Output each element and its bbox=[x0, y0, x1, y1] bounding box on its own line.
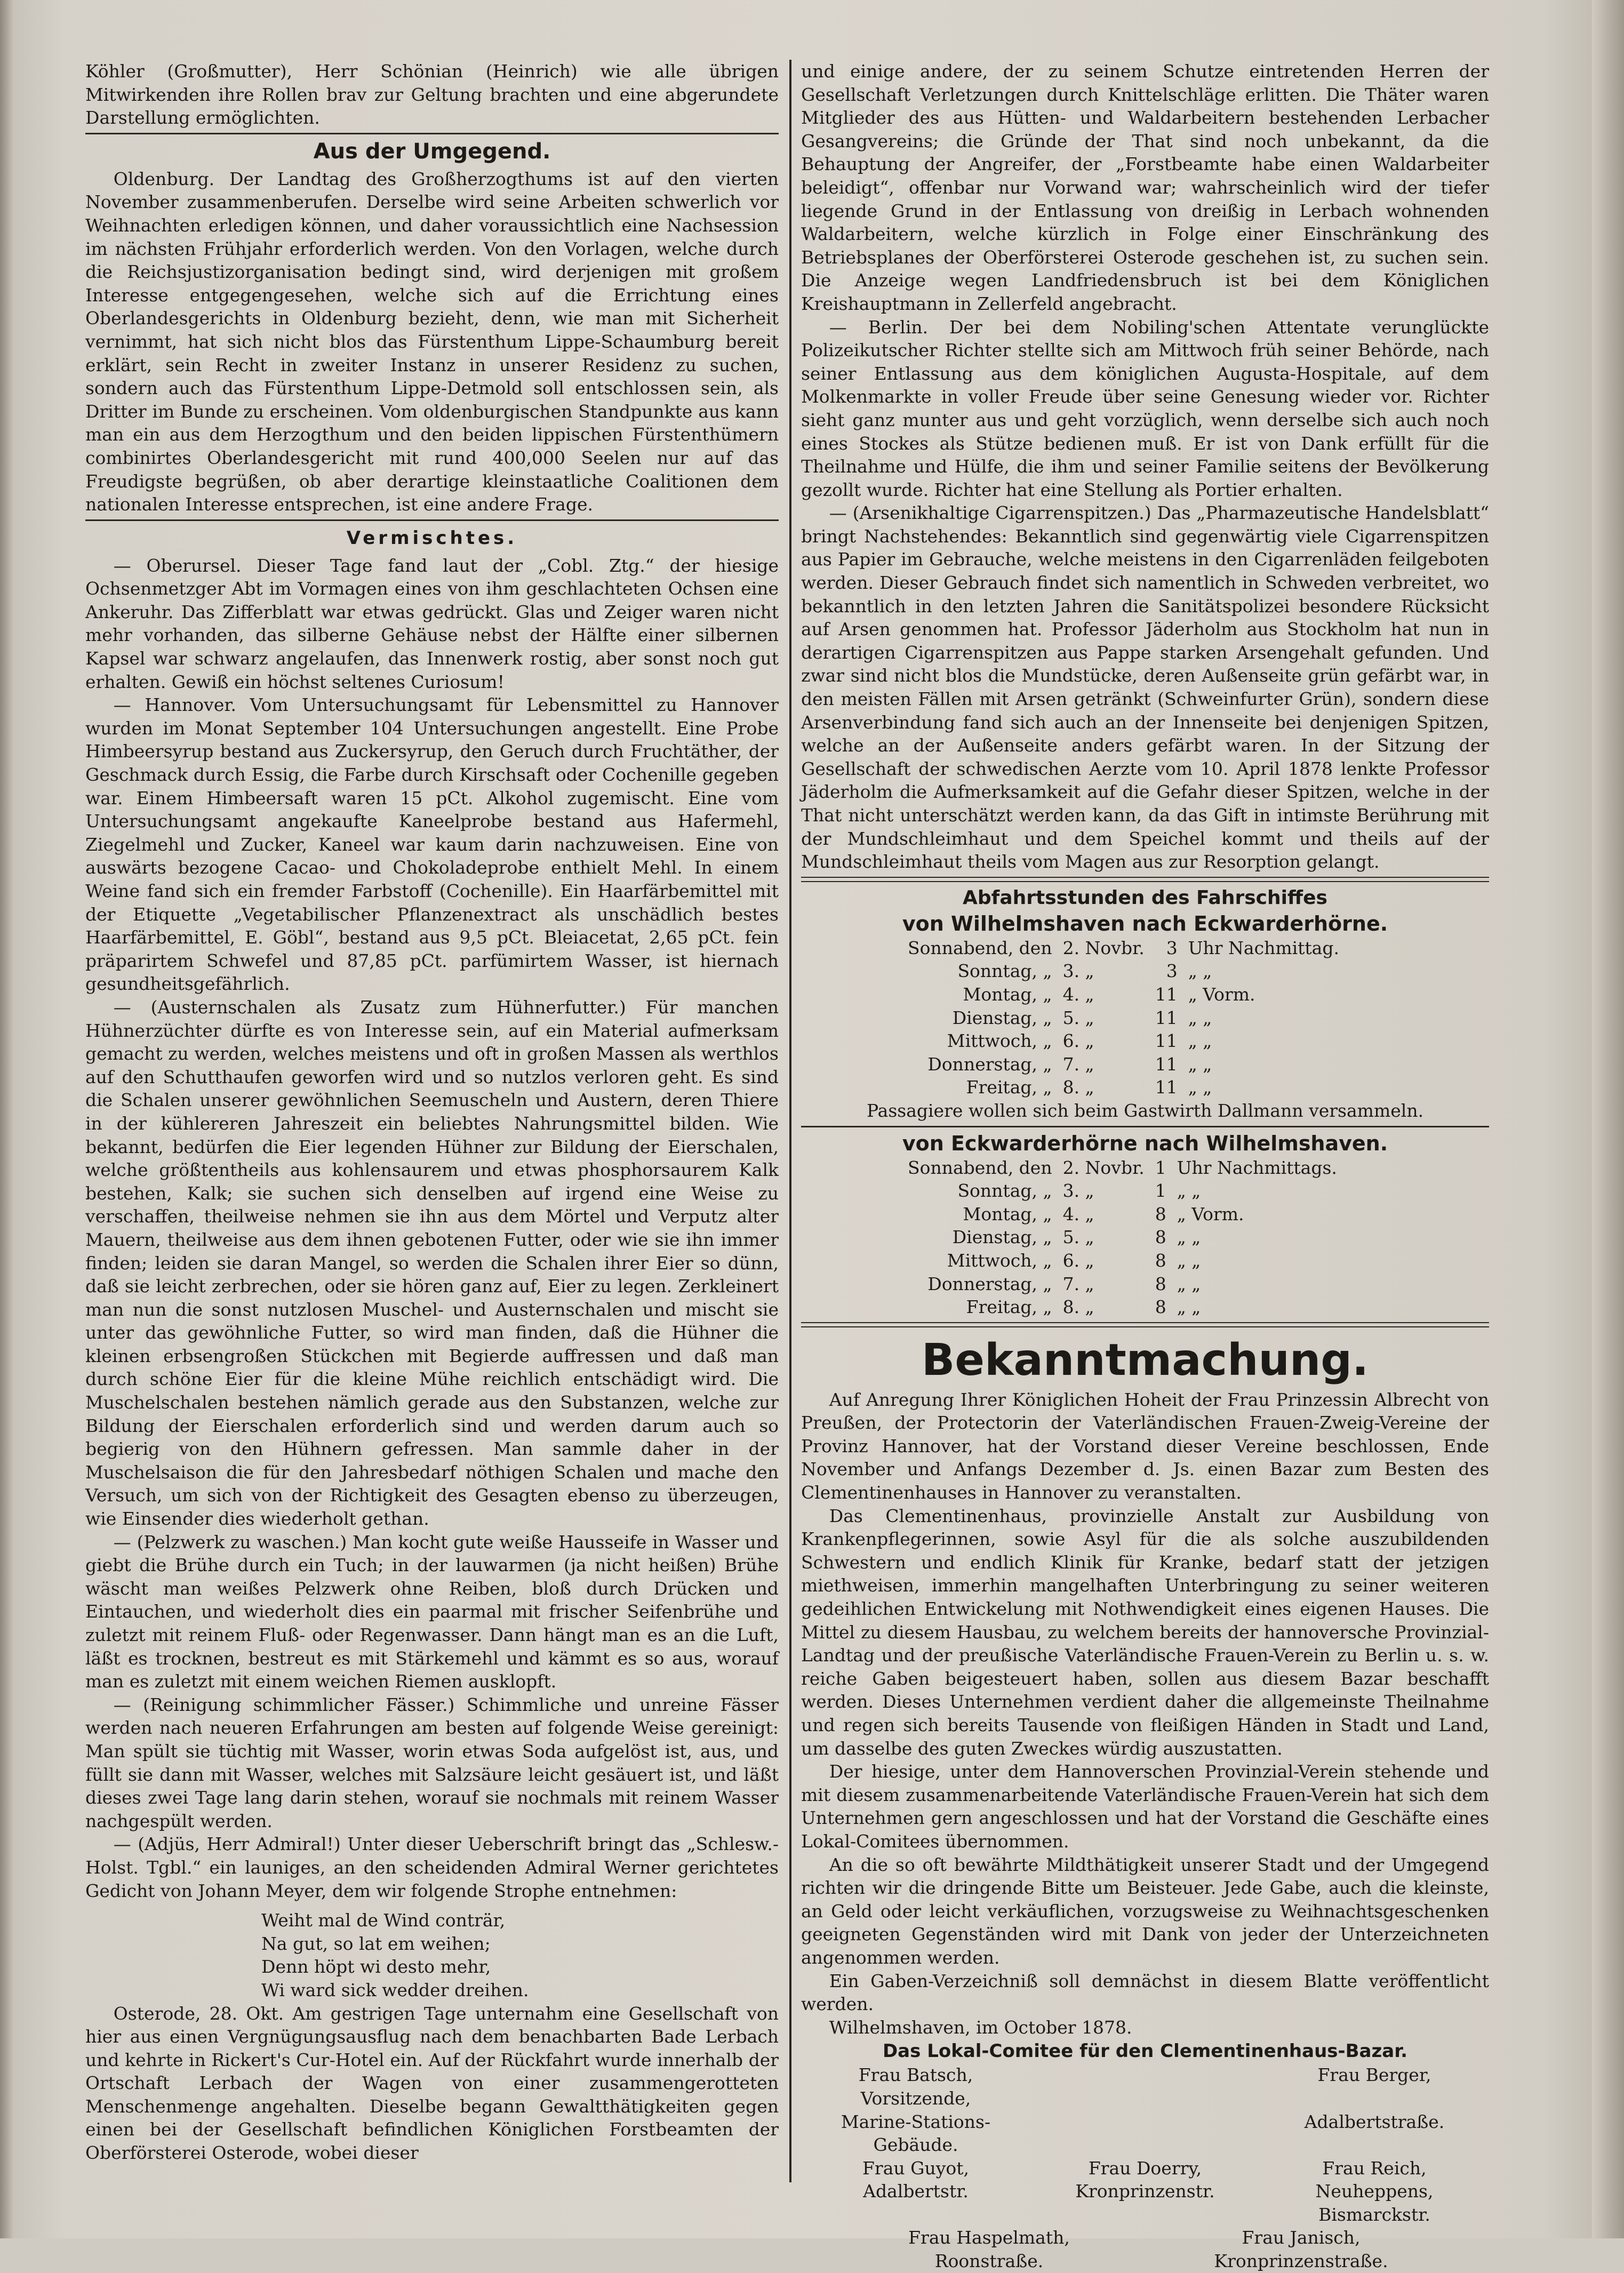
schedule-day: Mittwoch, „ bbox=[947, 1250, 1052, 1271]
schedule-rule bbox=[801, 1322, 1489, 1327]
schedule-note: „ „ bbox=[1177, 1296, 1201, 1318]
schedule-date: 6. „ bbox=[1062, 1250, 1094, 1271]
schedule-day: Sonnabend, den bbox=[908, 1157, 1052, 1178]
signer-address: Kronprinzenstr. bbox=[1075, 2181, 1215, 2202]
schedule-date: 4. „ bbox=[1062, 983, 1094, 1005]
schedule-row bbox=[908, 1226, 1342, 1249]
schedule-date: 5. „ bbox=[1062, 1007, 1094, 1028]
schedule-row bbox=[908, 1295, 1342, 1319]
schedule-note: „ „ bbox=[1188, 1053, 1212, 1075]
left-column bbox=[85, 60, 779, 2204]
schedule-day: Sonnabend, den bbox=[908, 937, 1052, 958]
article-oldenburg: Oldenburg. Der Landtag des Großherzogthums ist auf den vierten November zusammenberufen. Derselbe wird seine Arbeiten schwerlich vor Weihnachten erledigen können, und daher voraussichtlich eine Nachsession im nächsten Frühjahr erforderlich werden. Von den Vorlagen, welche durch die Reichsjustizorganisation bedingt sind, wird derjenigen mit großem Interesse entgegengesehen, welche sich auf die Errichtung eines Oberlandesgerichts in Oldenburg bezieht, denn, wie man mit Sicherheit vernimmt, hat sich nicht blos das Fürstenthum Lippe-Schaumburg bereit erklärt, sein Recht in zweiter Instanz in unserer Residenz zu suchen, sondern auch das Fürstenthum Lippe-Detmold soll entschlossen sein, als Dritter im Bunde zu erscheinen. Vom oldenburgischen Standpunkte aus kann man ein aus dem Herzogthum und den beiden lippischen Fürstenthümern combinirtes Oberlandesgericht mit rund 400,000 Seelen nur auf das Freudigste begrüßen, ob aber derartige kleinstaatliche Coalitionen dem nationalen Interesse entsprechen, ist eine andere Frage. bbox=[85, 168, 779, 515]
schedule-date: 6. „ bbox=[1062, 1030, 1094, 1052]
schedule-hour: 11 bbox=[1155, 983, 1178, 1005]
bekanntmachung-paragraph: Das Clementinenhaus, provinzielle Anstalt zur Ausbildung von Krankenpflegerinnen, sowie Asyl für die als solche auszubildenden Schwestern und endlich Klinik für Kranke, bedarf statt der jetzigen miethweisen, immerhin mangelhaften Unterbringung zu seiner weiteren gedeihlichen Entwickelung mit Nothwendigkeit eines eigenen Hauses. Die Mittel zu diesem Hausbau, zu welchem bereits der hannoversche Provinzial-Landtag und der preußische Vaterländische Frauen-Verein zu Berlin u. s. w. reiche Gaben beigesteuert haben, sollen aus diesem Bazar beschafft werden. Dieses Unternehmen verdient daher die allgemeinste Theilnahme und regen sich bereits Tausende von fleißigen Händen in Stadt und Land, um dasselbe des guten Zweckes würdig auszustatten. bbox=[801, 1505, 1489, 1759]
signer-address: Neuheppens, Bismarckstr. bbox=[1315, 2181, 1434, 2225]
signer-name: Frau Haspelmath, bbox=[908, 2227, 1070, 2248]
article-austernschalen: — (Austernschalen als Zusatz zum Hühnerfutter.) Für manchen Hühnerzüchter dürfte es von Interesse sein, auf ein Material aufmerksam gemacht zu werden, welches meistens und oft in großen Massen als werthlos auf den Schutthaufen geworfen wird und so nutzlos verloren geht. Es sind die Schalen unserer gewöhnlichen Seemuscheln und Austern, deren Thiere in der kühlereren Jahreszeit ein beliebtes Nahrungsmittel bilden. Wie bekannt, bedürfen die Eier legenden Hühner zur Bildung der Eierschalen, welche größtentheils aus kohlensaurem und etwas phosphorsaurem Kalk bestehen, Kalk; sie suchen sich denselben auf irgend eine Weise zu verschaffen, theilweise nehmen sie ihn aus dem Mörtel und Verputz alter Mauern, theilweise aus dem ihnen gebotenen Futter, oder wie sie ihn immer finden; leiden sie daran Mangel, so werden die Schalen ihrer Eier so dünn, daß sie leicht zerbrechen, oder sie hören ganz auf, Eier zu legen. Zerkleinert man nun die sonst nutzlosen Muschel- und Austernschalen und mischt sie unter das gewöhnliche Futter, so wird man finden, daß die Hühner die kleinen erbsengroßen Stückchen mit Begierde auffressen und daß man durch schöne Eier für die kleine Mühe reichlich entschädigt wird. Die Muschelschalen bestehen nämlich gerade aus den Substanzen, welche zur Bildung der Eierschalen erforderlich sind und werden darum auch so begierig von den Hühnern gefressen. Man sammle daher in der Muschelsaison die für den Jahresbedarf nöthigen Schalen und mache den Versuch, um sich von der Richtigkeit des Gesagten ebenso zu überzeugen, wie Einsender dies wiederholt gethan. bbox=[85, 996, 779, 1530]
article-osterode-continued: und einige andere, der zu seinem Schutze eintretenden Herren der Gesellschaft Verletzungen durch Knittelschläge erlitten. Die Thäter waren Mitglieder des aus Hütten- und Waldarbeitern bestehenden Lerbacher Gesangvereins; die Gründe der That sind noch unbekannt, da die Behauptung der Angreifer, der „Forstbeamte habe einen Waldarbeiter beleidigt“, offenbar nur Vorwand war; wahrscheinlich wird der tiefer liegende Grund in der Entlassung von dreißig in Lerbach wohnenden Waldarbeitern, welche kürzlich in Folge einer Einschränkung des Betriebsplanes der Oberförsterei Osterode geschehen ist, zu suchen sein. Die Anzeige wegen Landfriedensbruch ist bei dem Königlichen Kreishauptmann in Zellerfeld angebracht. bbox=[801, 61, 1489, 314]
signer-name: Frau Berger, bbox=[1317, 2064, 1431, 2086]
schedule-note: „ „ bbox=[1188, 1077, 1212, 1098]
schedule-day: Dienstag, „ bbox=[952, 1227, 1052, 1248]
column-divider bbox=[789, 60, 791, 2182]
schedule-outbound-title: von Wilhelmshaven nach Eckwarderhörne. bbox=[902, 911, 1388, 935]
schedule-row bbox=[908, 1203, 1342, 1226]
place-date: Wilhelmshaven, im October 1878. bbox=[829, 2016, 1132, 2038]
schedule-hour: 11 bbox=[1155, 1053, 1178, 1075]
signer-address bbox=[1030, 2110, 1260, 2157]
poem-line: Wi ward sick wedder dreihen. bbox=[261, 1979, 529, 2000]
signer-name: Frau Reich, bbox=[1322, 2157, 1427, 2179]
article-oberursel: — Oberursel. Dieser Tage fand laut der „Cobl. Ztg.“ der hiesige Ochsenmetzger Abt im Vormagen eines von ihm geschlachteten Ochsen eine Ankeruhr. Das Zifferblatt war etwas gedrückt. Glas und Zeiger waren nicht mehr vorhanden, das silberne Gehäuse nebst der Hälfte einer silbernen Kapsel war schwarz angelaufen, das Innenwerk rostig, aber sonst noch gut erhalten. Gewiß ein höchst seltenes Curiosum! bbox=[85, 555, 779, 692]
bekanntmachung-paragraph: Ein Gaben-Verzeichniß soll demnächst in diesem Blatte veröffentlicht werden. bbox=[801, 1970, 1489, 2015]
schedule-day: Freitag, „ bbox=[966, 1077, 1052, 1098]
schedule-row bbox=[908, 1179, 1342, 1203]
schedule-day: Montag, „ bbox=[963, 983, 1052, 1005]
schedule-row bbox=[908, 1272, 1342, 1296]
schedule-date: 2. Novbr. bbox=[1062, 1157, 1145, 1178]
schedule-row bbox=[908, 1076, 1345, 1099]
schedule-row bbox=[908, 1249, 1342, 1272]
schedule-note: „ Vorm. bbox=[1188, 983, 1255, 1005]
schedule-row bbox=[908, 1156, 1342, 1180]
schedule-day: Freitag, „ bbox=[966, 1296, 1052, 1318]
schedule-row bbox=[908, 983, 1345, 1006]
article-faesser: — (Reinigung schimmlicher Fässer.) Schimmliche und unreine Fässer werden nach neueren Erfahrungen am besten auf folgende Weise gereinigt: Man spült sie tüchtig mit Wasser, worin etwas Soda aufgelöst ist, aus, und füllt sie dann mit Wasser, welches mit Salzsäure leicht gesäuert ist, und läßt dieses zwei Tage lang darin stehen, worauf sie nochmals mit reinem Wasser nachgespült werden. bbox=[85, 1694, 779, 1831]
schedule-return-table bbox=[908, 1156, 1342, 1319]
schedule-rule bbox=[801, 1126, 1489, 1127]
schedule-note: Uhr Nachmittag. bbox=[1188, 937, 1339, 958]
schedule-hour: 1 bbox=[1155, 1157, 1166, 1178]
article-hannover: — Hannover. Vom Untersuchungsamt für Lebensmittel zu Hannover wurden im Monat September 104 Untersuchungen angestellt. Eine Probe Himbeersyrup bestand aus Zuckersyrup, den Geruch durch Fruchtäther, der Geschmack durch Essig, die Farbe durch Kirschsaft oder Cochenille gegeben war. Einem Himbeersaft waren 15 pCt. Alkohol zugemischt. Eine vom Untersuchungsamt angekaufte Kaneelprobe bestand aus Hafermehl, Ziegelmehl und Zucker, Kaneel war kaum darin nachzuweisen. Eine von auswärts bezogene Cacao- und Chokoladeprobe enthielt Mehl. In einem Weine fand sich ein fremder Farbstoff (Cochenille). Ein Haarfärbemittel mit der Etiquette „Vegetabilischer Pflanzenextract als unschädlich bestes Haarfärbemittel, E. Göbl“, bestand aus 9,5 pCt. Bleiacetat, 2,65 pCt. fein präparirtem Schwefel und 87,85 pCt. parfümirtem Wasser, ist hiernach gesundheitsgefährlich. bbox=[85, 694, 779, 995]
section-heading-umgegend: Aus der Umgegend. bbox=[313, 139, 551, 164]
intro-paragraph: Köhler (Großmutter), Herr Schönian (Heinrich) wie alle übrigen Mitwirkenden ihre Rollen brav zur Geltung brachten und eine abgerundete Darstellung ermöglichten. bbox=[85, 61, 779, 129]
signer-name: Frau Batsch, Vorsitzende, bbox=[858, 2064, 973, 2109]
schedule-return-title: von Eckwarderhörne nach Wilhelmshaven. bbox=[902, 1131, 1388, 1155]
schedule-row bbox=[908, 1006, 1345, 1030]
page-edge bbox=[1592, 0, 1624, 2238]
schedule-row bbox=[908, 1053, 1345, 1076]
schedule-day: Dienstag, „ bbox=[952, 1007, 1052, 1028]
schedule-hour: 8 bbox=[1155, 1203, 1166, 1224]
schedule-note: „ Vorm. bbox=[1177, 1203, 1244, 1224]
signer-address: Roonstraße. bbox=[934, 2251, 1044, 2272]
schedule-date: 7. „ bbox=[1062, 1273, 1094, 1294]
schedule-outbound-table bbox=[908, 937, 1345, 1099]
signer-name bbox=[1030, 2063, 1260, 2110]
schedule-hour: 3 bbox=[1166, 937, 1178, 958]
schedule-row bbox=[908, 937, 1345, 960]
signer-address: Marine-Stations-Gebäude. bbox=[841, 2111, 991, 2156]
signers-row bbox=[801, 2226, 1489, 2272]
schedule-note: „ „ bbox=[1188, 961, 1212, 982]
bekanntmachung-paragraph: Der hiesige, unter dem Hannoverschen Provinzial-Verein stehende und mit diesem zusammenarbeitende Vaterländische Frauen-Verein hat sich dem Unternehmen gern angeschlossen und hat der Vorstand die Geschäfte eines Lokal-Comitees übernommen. bbox=[801, 1761, 1489, 1852]
schedule-day: Donnerstag, „ bbox=[927, 1053, 1052, 1075]
poem-line: Na gut, so lat em weihen; bbox=[261, 1933, 491, 1954]
schedule-date: 3. „ bbox=[1062, 1180, 1094, 1202]
schedule-hour: 11 bbox=[1155, 1077, 1178, 1098]
signers-row bbox=[801, 2063, 1489, 2226]
article-pelzwerk: — (Pelzwerk zu waschen.) Man kocht gute weiße Hausseife in Wasser und giebt die Brühe durch ein Tuch; in der lauwarmen (ja nicht heißen) Brühe wäscht man weißes Pelzwerk ohne Reiben, bloß durch Drücken und Eintauchen, und wiederholt dies ein paarmal mit frischer Seifenbrühe und zuletzt mit reinem Fluß- oder Regenwasser. Dann hängt man es an die Luft, läßt es trocknen, bestreut es mit Stärkemehl und kämmt es so aus, worauf man es zuletzt mit einem weichen Riemen ausklopft. bbox=[85, 1531, 779, 1692]
schedule-note: „ „ bbox=[1188, 1007, 1212, 1028]
article-admiral: — (Adjüs, Herr Admiral!) Unter dieser Ueberschrift bringt das „Schlesw.-Holst. Tgbl.“ ein launiges, an den scheidenden Admiral Werner gerichtetes Gedicht von Johann Meyer, dem wir folgende Strophe entnehmen: bbox=[85, 1834, 779, 1901]
schedule-date: 2. Novbr. bbox=[1062, 937, 1145, 958]
bekanntmachung-paragraph: An die so oft bewährte Mildthätigkeit unserer Stadt und der Umgegend richten wir die dringende Bitte um Beisteuer. Jede Gabe, auch die kleinste, an Geld oder leicht verkäuflichen, vorzugsweise zu Weihnachtsgeschenken geeigneten Gegenständen wird mit Dank von jeder der Unterzeichneten angenommen werden. bbox=[801, 1854, 1489, 1968]
schedule-date: 5. „ bbox=[1062, 1227, 1094, 1248]
schedule-hour: 3 bbox=[1166, 961, 1178, 982]
schedule-note: „ „ bbox=[1177, 1250, 1201, 1271]
schedule-note: Passagiere wollen sich beim Gastwirth Dallmann versammeln. bbox=[866, 1100, 1424, 1121]
schedule-date: 7. „ bbox=[1062, 1053, 1094, 1075]
schedule-date: 4. „ bbox=[1062, 1203, 1094, 1224]
signer-address: Adalbertstraße. bbox=[1304, 2111, 1445, 2132]
schedule-hour: 8 bbox=[1155, 1296, 1166, 1318]
schedule-hour: 8 bbox=[1155, 1273, 1166, 1294]
schedule-hour: 8 bbox=[1155, 1250, 1166, 1271]
bekanntmachung-title: Bekanntmachung. bbox=[921, 1334, 1369, 1386]
schedule-day: Sonntag, „ bbox=[957, 1180, 1052, 1202]
schedule-day: Donnerstag, „ bbox=[927, 1273, 1052, 1294]
poem-line: Weiht mal de Wind conträr, bbox=[261, 1910, 506, 1931]
poem-line: Denn höpt wi desto mehr, bbox=[261, 1956, 491, 1978]
schedule-note: „ „ bbox=[1177, 1227, 1201, 1248]
signer-name: Frau Janisch, bbox=[1242, 2227, 1361, 2248]
schedule-note: „ „ bbox=[1177, 1273, 1201, 1294]
schedule-hour: 1 bbox=[1155, 1180, 1166, 1202]
schedule-date: 8. „ bbox=[1062, 1077, 1094, 1098]
schedule-note: „ „ bbox=[1177, 1180, 1201, 1202]
schedule-row bbox=[908, 1029, 1345, 1053]
schedule-title: Abfahrtsstunden des Fahrschiffes bbox=[963, 886, 1327, 909]
schedule-day: Sonntag, „ bbox=[957, 961, 1052, 982]
article-berlin: — Berlin. Der bei dem Nobiling'schen Attentate verunglückte Polizeikutscher Richter stellte sich am Mittwoch früh seiner Behörde, nach seiner Entlassung aus dem königlichen Augusta-Hospitale, auf dem Molkenmarkte in voller Freude über seine Genesung wieder vor. Richter sieht ganz munter aus und geht vorzüglich, wenn derselbe sich auch noch eines Stockes als Stütze bedienen muß. Er ist von Dank erfüllt für die Theilnahme und Hülfe, die ihm und seiner Familie seitens der Bevölkerung gezollt wurde. Richter hat eine Stellung als Portier erhalten. bbox=[801, 316, 1489, 500]
signer-address: Kronprinzenstraße. bbox=[1214, 2251, 1388, 2272]
section-rule bbox=[85, 519, 779, 521]
schedule-hour: 11 bbox=[1155, 1030, 1178, 1052]
schedule-row bbox=[908, 959, 1345, 983]
schedule-hour: 11 bbox=[1155, 1007, 1178, 1028]
section-heading-vermischtes: Vermischtes. bbox=[346, 527, 518, 549]
bekanntmachung-paragraph: Auf Anregung Ihrer Königlichen Hoheit der Frau Prinzessin Albrecht von Preußen, der Protectorin der Vaterländischen Frauen-Zweig-Vereine der Provinz Hannover, hat der Vorstand dieser Vereine beschlossen, Ende November und Anfangs Dezember d. Js. einen Bazar zum Besten des Clementinenhauses in Hannover zu veranstalten. bbox=[801, 1389, 1489, 1503]
schedule-note: Uhr Nachmittags. bbox=[1177, 1157, 1337, 1178]
page-binding bbox=[0, 0, 14, 2238]
signer-name: Frau Doerry, bbox=[1088, 2157, 1202, 2179]
committee-title: Das Lokal-Comitee für den Clementinenhaus-Bazar. bbox=[882, 2040, 1408, 2062]
schedule-date: 8. „ bbox=[1062, 1296, 1094, 1318]
section-rule bbox=[85, 133, 779, 134]
schedule-day: Mittwoch, „ bbox=[947, 1030, 1052, 1052]
schedule-day: Montag, „ bbox=[963, 1203, 1052, 1224]
signer-name: Frau Guyot, bbox=[862, 2157, 969, 2179]
article-osterode: Osterode, 28. Okt. Am gestrigen Tage unternahm eine Gesellschaft von hier aus einen Vergnügungsausflug nach dem benachbarten Bade Lerbach und kehrte in Rickert's Cur-Hotel ein. Auf der Rückfahrt wurde innerhalb der Ortschaft Lerbach der Wagen von einer zusammengerotteten Menschenmenge angehalten. Dieselbe begann Gewaltthätigkeiten gegen einen bei der Gesellschaft befindlichen Königlichen Forstbeamten der Oberförsterei Osterode, wobei dieser bbox=[85, 2003, 779, 2164]
signer-address: Adalbertstr. bbox=[863, 2181, 969, 2202]
schedule-note: „ „ bbox=[1188, 1030, 1212, 1052]
schedule-date: 3. „ bbox=[1062, 961, 1094, 982]
schedule-rule bbox=[801, 877, 1489, 882]
schedule-hour: 8 bbox=[1155, 1227, 1166, 1248]
article-cigarrenspitzen: — (Arsenikhaltige Cigarrenspitzen.) Das „Pharmazeutische Handelsblatt“ bringt Nachstehendes: Bekanntlich sind gegenwärtig viele Cigarrenspitzen aus Papier im Gebrauche, welche meistens in den Cigarrenläden feilgeboten werden. Dieser Gebrauch findet sich namentlich in Schweden verbreitet, wo bekanntlich in den letzten Jahren die Sanitätspolizei besondere Rücksicht auf Arsen genommen hat. Professor Jäderholm aus Stockholm hat nun in derartigen Cigarrenspitzen aus Pappe starken Arsengehalt gefunden. Und zwar sind nicht blos die Mundstücke, deren Außenseite grün gefärbt war, in den meisten Fällen mit Arsen getränkt (Schweinfurter Grün), sondern diese Arsenverbindung fand sich auch an der Innenseite bei denjenigen Spitzen, welche an der Außenseite anders gefärbt waren. In der Sitzung der Gesellschaft der schwedischen Aerzte vom 10. April 1878 lenkte Professor Jäderholm die Aufmerksamkeit auf die Gefahr dieser Spitzen, welche in der That nicht unterschätzt werden kann, da das Gift in intimste Berührung mit der Mundschleimhaut und dem Speichel kommt und theils auf der Mundschleimhaut theils vom Magen aus zur Resorption gelangt. bbox=[801, 502, 1489, 873]
right-column bbox=[801, 60, 1489, 2272]
